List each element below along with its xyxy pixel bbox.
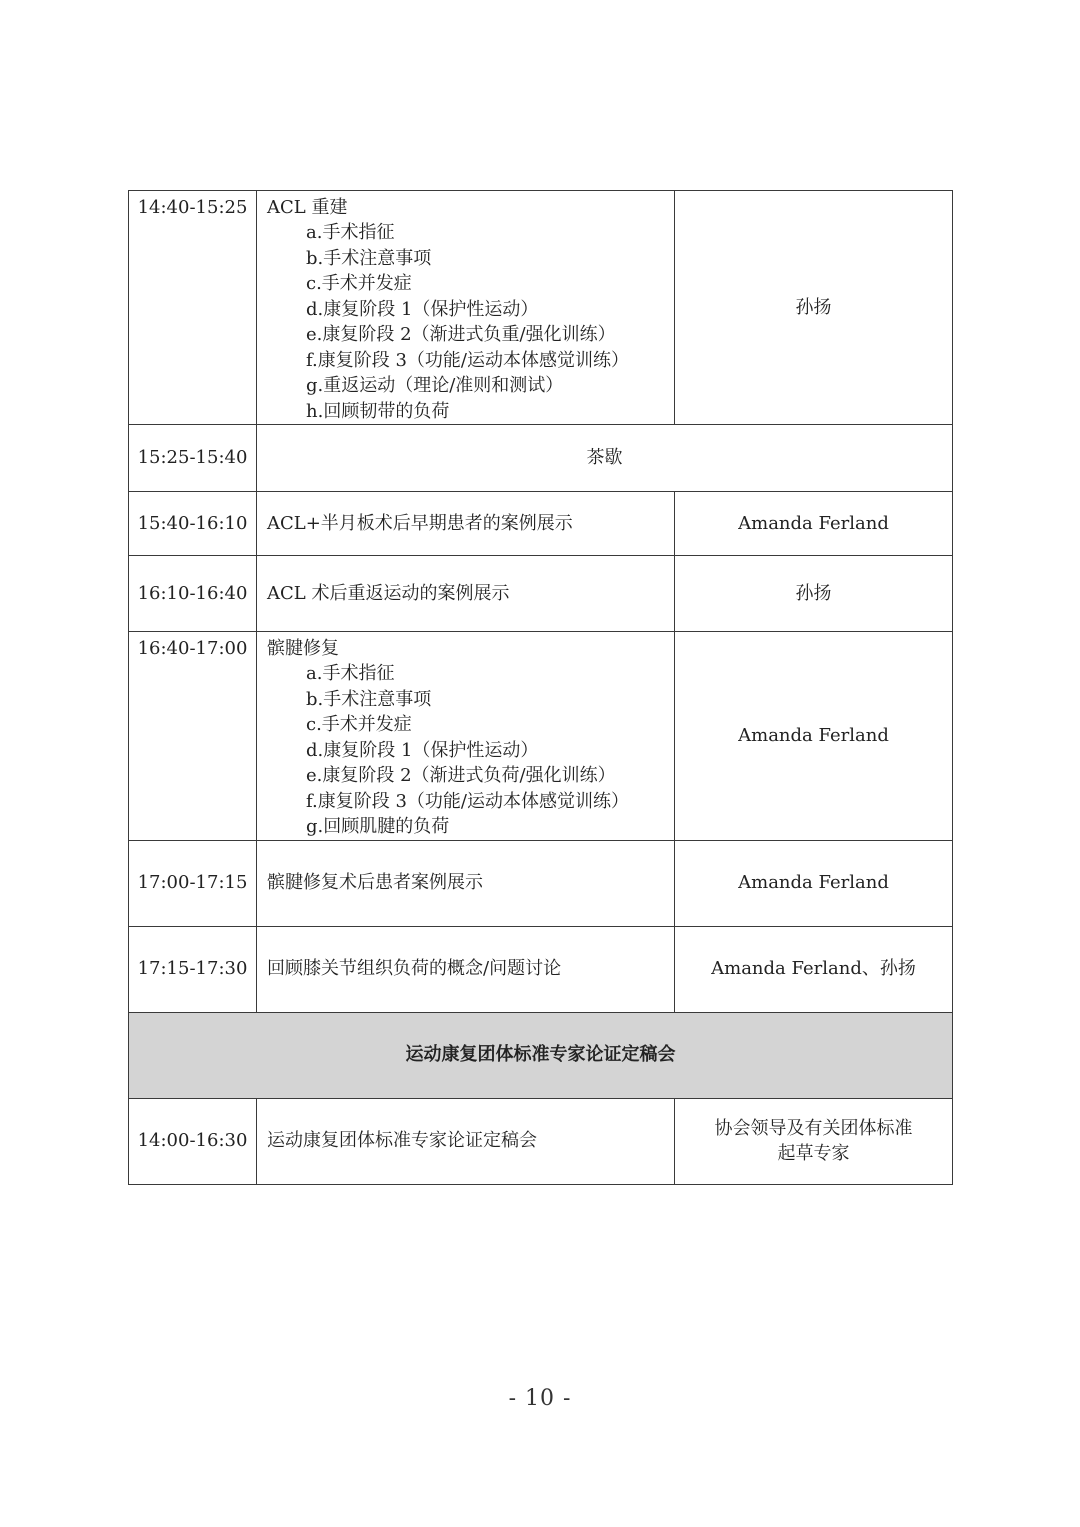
time-cell: 14:00-16:30 — [129, 1098, 257, 1184]
topic-title: 髌腱修复 — [267, 638, 339, 659]
speaker-cell: Amanda Ferland、孙扬 — [675, 926, 953, 1012]
subitem-list — [267, 661, 668, 840]
section-header-row — [129, 1012, 953, 1098]
schedule-table — [128, 190, 953, 1185]
speaker-cell: 孙扬 — [675, 556, 953, 632]
time-cell: 16:10-16:40 — [129, 556, 257, 632]
time-cell: 17:15-17:30 — [129, 926, 257, 1012]
list-item: c.手术并发症 — [306, 273, 412, 294]
list-item: c.手术并发症 — [306, 714, 412, 735]
list-item: b.手术注意事项 — [306, 688, 432, 710]
list-item: f.康复阶段 3（功能/运动本体感觉训练） — [306, 349, 629, 371]
speaker-line: 协会领导及有关团体标准 — [714, 1117, 913, 1139]
break-cell: 茶歇 — [257, 425, 953, 492]
list-item: e.康复阶段 2（渐进式负荷/强化训练） — [306, 765, 616, 786]
speaker-cell: Amanda Ferland — [675, 632, 953, 841]
time-cell: 16:40-17:00 — [129, 632, 257, 841]
topic-cell: 髌腱修复术后患者案例展示 — [257, 840, 675, 926]
topic-cell: ACL 术后重返运动的案例展示 — [257, 556, 675, 632]
time-cell: 17:00-17:15 — [129, 840, 257, 926]
table-row — [129, 926, 953, 1012]
time-cell: 15:40-16:10 — [129, 492, 257, 556]
list-item: d.康复阶段 1（保护性运动） — [306, 298, 539, 320]
page-number: - 10 - — [508, 1386, 572, 1411]
table-row — [129, 1098, 953, 1184]
table-row — [129, 191, 953, 425]
table-row — [129, 556, 953, 632]
topic-title: ACL 重建 — [267, 197, 348, 218]
topic-cell: 回顾膝关节组织负荷的概念/问题讨论 — [257, 926, 675, 1012]
list-item: d.康复阶段 1（保护性运动） — [306, 739, 539, 761]
speaker-cell: Amanda Ferland — [675, 492, 953, 556]
speaker-cell — [675, 1098, 953, 1184]
list-item: a.手术指征 — [306, 663, 395, 684]
topic-cell — [257, 191, 675, 425]
list-item: f.康复阶段 3（功能/运动本体感觉训练） — [306, 790, 629, 812]
section-header: 运动康复团体标准专家论证定稿会 — [129, 1012, 953, 1098]
list-item: g.回顾肌腱的负荷 — [306, 816, 450, 837]
list-item: e.康复阶段 2（渐进式负重/强化训练） — [306, 324, 616, 345]
topic-cell — [257, 632, 675, 841]
list-item: a.手术指征 — [306, 222, 395, 243]
subitem-list — [267, 220, 668, 424]
table-row — [129, 632, 953, 841]
table-row — [129, 425, 953, 492]
speaker-cell: Amanda Ferland — [675, 840, 953, 926]
speaker-line: 起草专家 — [777, 1143, 850, 1164]
time-cell: 15:25-15:40 — [129, 425, 257, 492]
time-cell: 14:40-15:25 — [129, 191, 257, 425]
topic-cell: ACL+半月板术后早期患者的案例展示 — [257, 492, 675, 556]
list-item: h.回顾韧带的负荷 — [306, 400, 450, 422]
table-row — [129, 492, 953, 556]
list-item: b.手术注意事项 — [306, 247, 432, 269]
topic-cell: 运动康复团体标准专家论证定稿会 — [257, 1098, 675, 1184]
speaker-cell: 孙扬 — [675, 191, 953, 425]
table-row — [129, 840, 953, 926]
list-item: g.重返运动（理论/准则和测试） — [306, 375, 564, 396]
